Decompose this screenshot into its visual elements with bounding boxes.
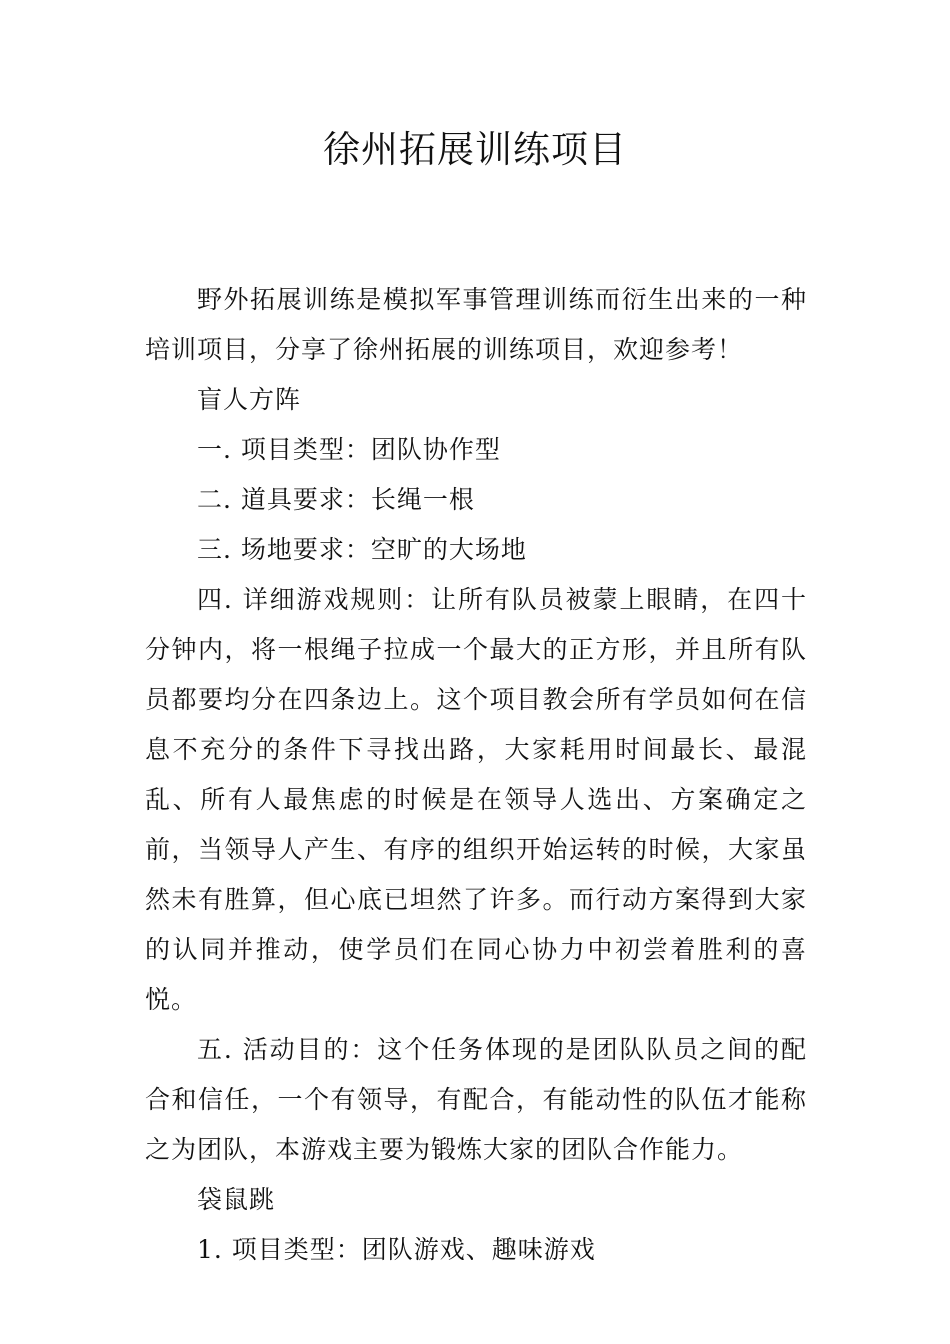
list-item-venue: 三. 场地要求：空旷的大场地	[197, 535, 527, 564]
list-item-rules: 四. 详细游戏规则：让所有队员被蒙上眼睛，在四十分钟内，将一根绳子拉成一个最大的正方形，并且所有队员都要均分在四条边上。这个项目教会所有学员如何在信息不充分的条件下寻找出路，大家耗用时间最长、最混乱、所有人最焦虑的时候是在领导人选出、方案确定之前，当领导人产生、有序的组织开始运转的时候，大家虽然未有胜算，但心底已坦然了许多。而行动方案得到大家的认同并推动，使学员们在同心协力中初尝着胜利的喜悦。	[145, 585, 807, 1014]
document-body	[145, 275, 807, 1275]
intro-paragraph: 野外拓展训练是模拟军事管理训练而衍生出来的一种培训项目，分享了徐州拓展的训练项目，欢迎参考！	[145, 285, 807, 364]
list-item-project-type: 一. 项目类型：团队协作型	[197, 435, 501, 464]
section-heading-blind-square: 盲人方阵	[197, 385, 302, 414]
list-item-props: 二. 道具要求：长绳一根	[197, 485, 475, 514]
list-item-kangaroo-type: 1. 项目类型：团队游戏、趣味游戏	[197, 1235, 596, 1264]
list-item-purpose: 五. 活动目的：这个任务体现的是团队队员之间的配合和信任，一个有领导，有配合，有能动性的队伍才能称之为团队，本游戏主要为锻炼大家的团队合作能力。	[145, 1035, 807, 1164]
document-title: 徐州拓展训练项目	[323, 128, 627, 171]
section-heading-kangaroo-jump: 袋鼠跳	[197, 1185, 276, 1214]
